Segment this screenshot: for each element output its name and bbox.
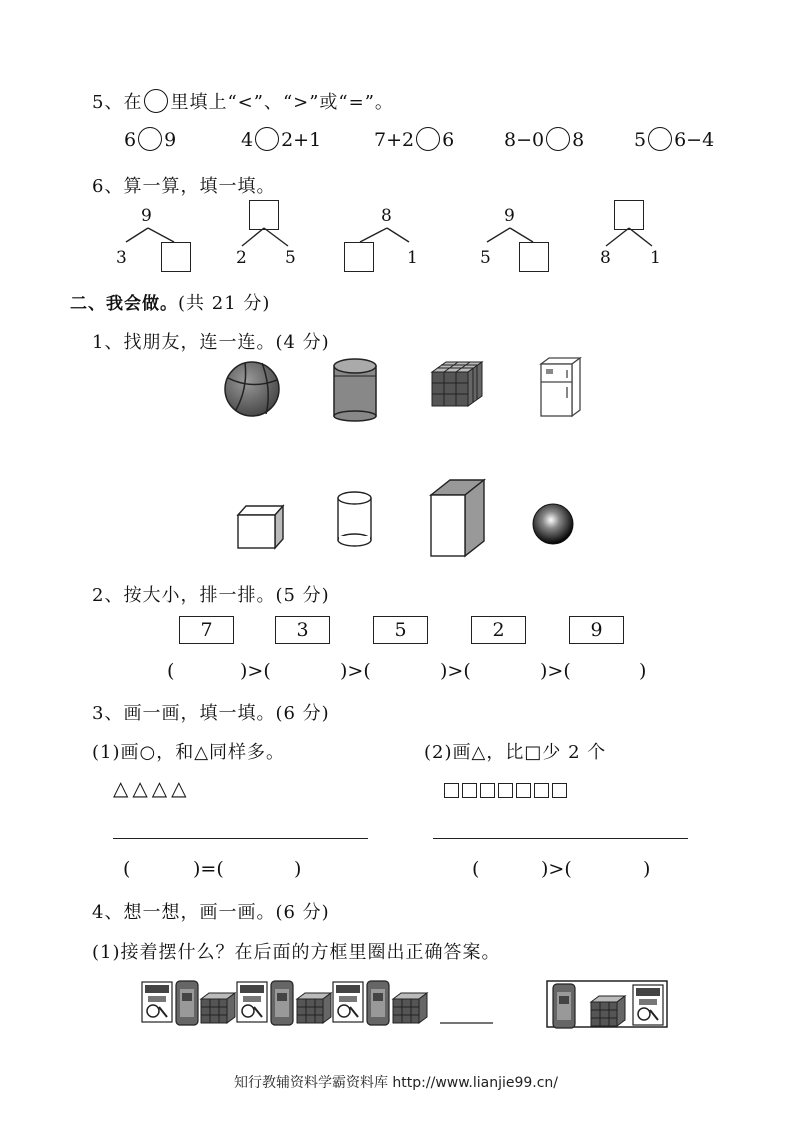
p2-answer-paren-end: )	[639, 660, 647, 682]
tree-2-left: 2	[236, 248, 247, 268]
p3-right-prompt: (2)画△，比□少 2 个	[424, 742, 607, 763]
p2-answer-sep-3: )>(	[440, 660, 471, 682]
q5-item-4: 8−0 8	[504, 129, 585, 151]
q5-item-2: 4 2+1	[241, 129, 322, 151]
sphere-icon	[533, 504, 573, 544]
number-card: 3	[275, 616, 330, 644]
p3-left-eq-close: )	[294, 858, 302, 880]
object-pictures	[0, 350, 792, 570]
refrigerator-icon	[541, 358, 580, 416]
tree-5-right: 1	[650, 248, 661, 268]
square-icon	[444, 783, 459, 798]
number-card: 7	[179, 616, 234, 644]
q5-item-1: 6 9	[124, 129, 177, 151]
p4-title: 4、想一想，画一画。(6 分)	[92, 902, 330, 923]
number-card: 9	[569, 616, 624, 644]
footer-watermark: 知行教辅资料学霸资料库 http://www.lianjie99.cn/	[233, 1075, 559, 1091]
square-icon	[534, 783, 549, 798]
cylinder-icon	[338, 492, 371, 546]
rubiks-cube-icon	[432, 362, 482, 406]
tin-icon	[271, 981, 293, 1025]
square-icon	[552, 783, 567, 798]
squares-row	[444, 781, 570, 800]
p3-right-eq-mid: )>(	[541, 858, 572, 880]
p3-left-eq-open: (	[123, 858, 131, 880]
q5-item-3: 7+2 6	[374, 129, 455, 151]
tree-1-top: 9	[141, 206, 152, 226]
cuboid-icon	[431, 480, 484, 556]
square-icon	[498, 783, 513, 798]
section-2-heading: 二、我会做。(共 21 分)	[70, 293, 271, 314]
tree-2-right: 5	[285, 248, 296, 268]
p2-answer-sep-4: )>(	[540, 660, 571, 682]
tree-1-left: 3	[116, 248, 127, 268]
p2-answer-sep-1: )>(	[240, 660, 271, 682]
p3-title: 3、画一画，填一填。(6 分)	[92, 703, 330, 724]
square-icon	[516, 783, 531, 798]
book-icon	[237, 982, 267, 1022]
tree-3-top: 8	[381, 206, 392, 226]
tree-3-right: 1	[407, 248, 418, 268]
tree-4-top: 9	[504, 206, 515, 226]
book-icon	[333, 982, 363, 1022]
p3-right-eq-close: )	[643, 858, 651, 880]
p3-left-prompt: (1)画○，和△同样多。	[92, 742, 286, 763]
tree-4-answer-box[interactable]	[519, 242, 549, 272]
tin-icon	[367, 981, 389, 1025]
answer-choice-box[interactable]	[547, 981, 667, 1027]
answer-circle[interactable]	[546, 127, 570, 151]
tree-4-left: 5	[480, 248, 491, 268]
answer-circle[interactable]	[416, 127, 440, 151]
p2-title: 2、按大小，排一排。(5 分)	[92, 585, 330, 606]
answer-circle[interactable]	[138, 127, 162, 151]
triangles: △△△△	[113, 776, 191, 800]
p3-right-eq-open: (	[472, 858, 480, 880]
p2-answer-sep-2: )>(	[340, 660, 371, 682]
drawing-line-left[interactable]	[113, 838, 368, 839]
q5-title: 5、在 里填上“<”、“>”或“=”。	[92, 88, 394, 114]
q6-title: 6、算一算，填一填。	[92, 176, 276, 197]
basketball-icon	[225, 362, 279, 416]
circle-icon	[144, 89, 168, 113]
rubiks-cube-icon	[297, 993, 331, 1023]
tree-3-answer-box[interactable]	[344, 242, 374, 272]
drawing-line-right[interactable]	[433, 838, 688, 839]
tree-5-answer-box[interactable]	[614, 200, 644, 230]
p3-left-eq-mid: )=(	[193, 858, 224, 880]
rubiks-cube-icon	[393, 993, 427, 1023]
square-icon	[462, 783, 477, 798]
answer-circle[interactable]	[648, 127, 672, 151]
p4-subtitle: (1)接着摆什么？在后面的方框里圈出正确答案。	[92, 942, 501, 963]
tin-icon	[176, 981, 198, 1025]
cube-icon	[238, 506, 283, 548]
answer-circle[interactable]	[255, 127, 279, 151]
q5-item-5: 5 6−4	[634, 129, 715, 151]
number-card: 2	[471, 616, 526, 644]
p1-title: 1、找朋友，连一连。(4 分)	[92, 332, 330, 353]
rubiks-cube-icon	[201, 993, 235, 1023]
tree-2-answer-box[interactable]	[249, 200, 279, 230]
tree-5-left: 8	[600, 248, 611, 268]
can-icon	[334, 359, 376, 421]
book-icon	[142, 982, 172, 1022]
number-card: 5	[373, 616, 428, 644]
pattern-sequence	[0, 975, 792, 1035]
p2-answer-paren-1: (	[167, 660, 175, 682]
tree-1-answer-box[interactable]	[161, 242, 191, 272]
square-icon	[480, 783, 495, 798]
